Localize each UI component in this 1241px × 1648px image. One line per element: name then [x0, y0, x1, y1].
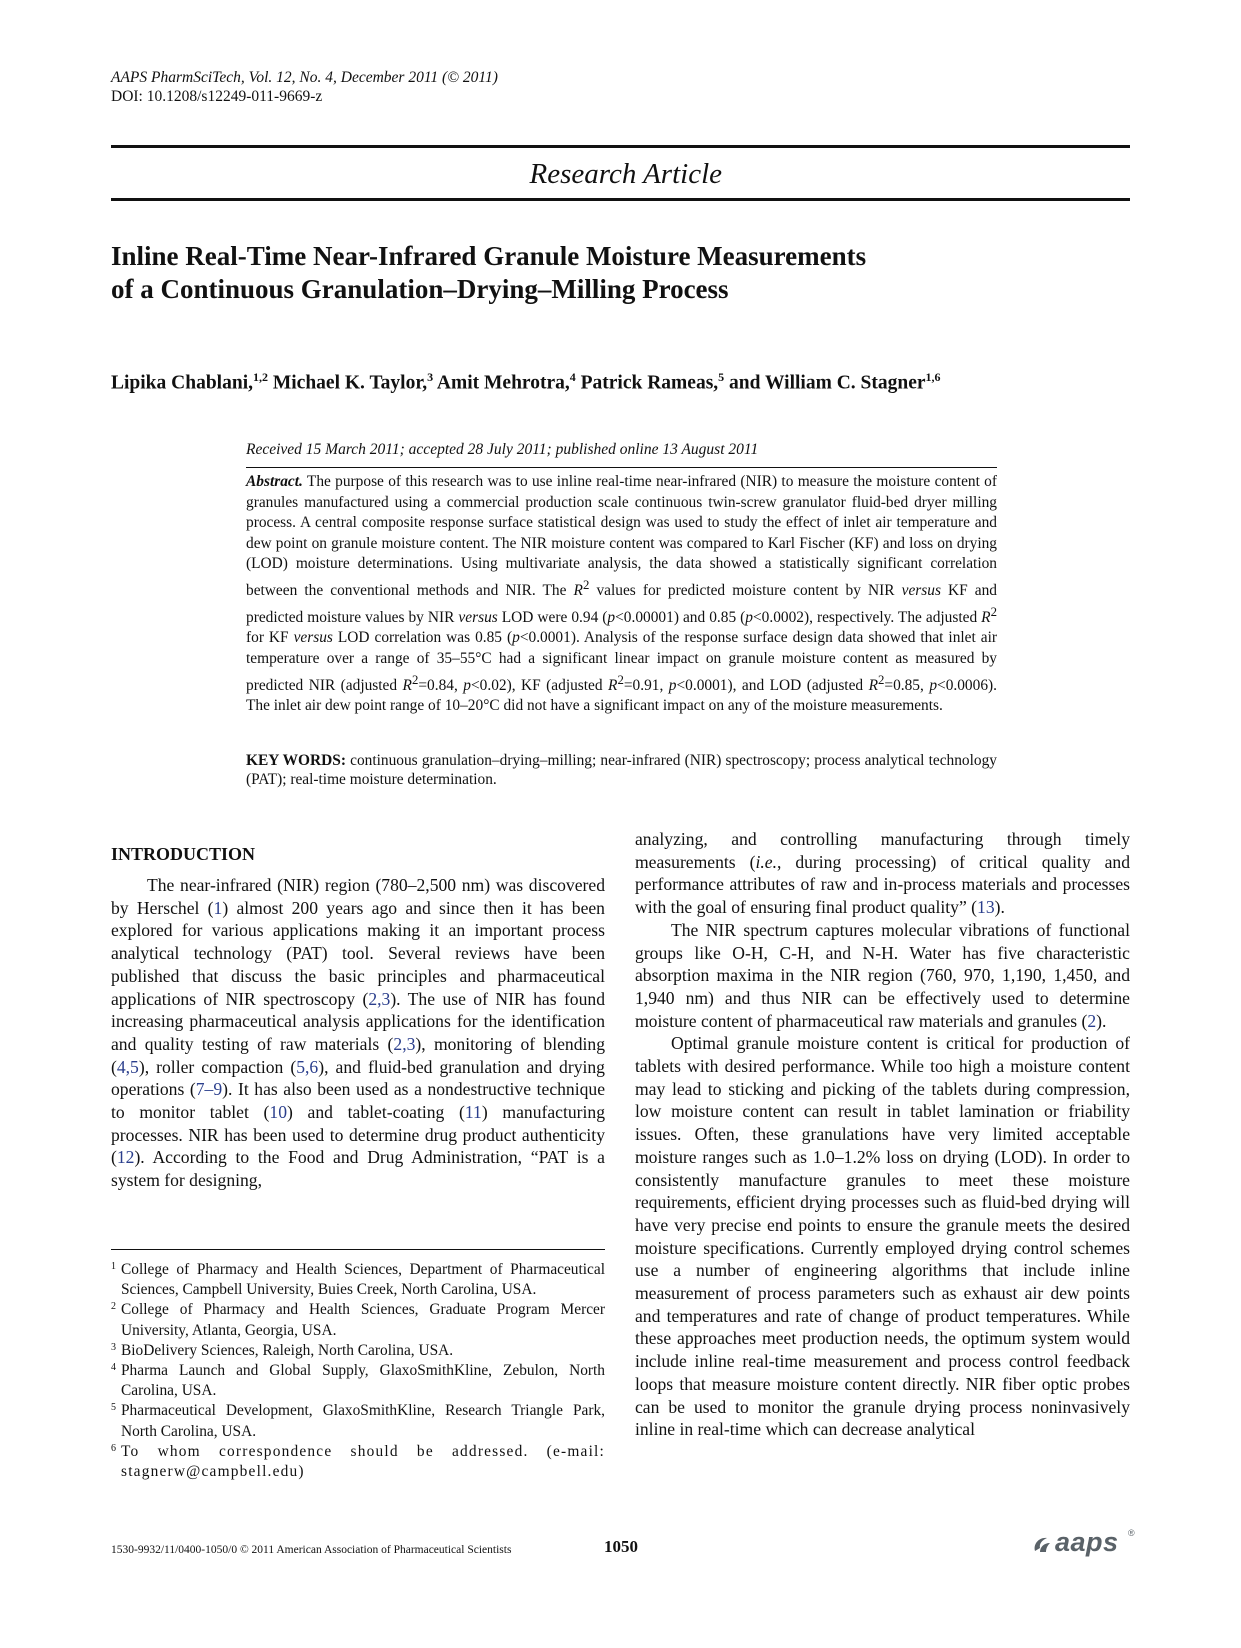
abstract-text: for KF [246, 629, 294, 647]
footnote: 2 College of Pharmacy and Health Sciences, Graduate Program Mercer University, Atlanta, Georgia, USA. [111, 1301, 605, 1339]
abstract [246, 472, 997, 717]
author-name: Lipika Chablani, [111, 372, 253, 394]
versus: versus [901, 582, 941, 600]
journal-citation: AAPS PharmSciTech, Vol. 12, No. 4, December 2011 (© 2011) [111, 69, 498, 86]
abstract-text: <0.0001). Analysis of the response surface design data showed that inlet air temperature over a range of 35–55°C had a significant linear impact on granule moisture content as measured by predicted NIR (adjusted [246, 629, 997, 694]
r-symbol: R [573, 582, 583, 600]
squared: 2 [990, 604, 997, 619]
author-name: Michael K. Taylor, [272, 372, 428, 394]
received-dates: Received 15 March 2011; accepted 28 July 2011; published online 13 August 2011 [246, 441, 759, 458]
footnote: 6 To whom correspondence should be addressed. (e-mail: stagnerw@campbell.edu) [111, 1442, 605, 1481]
footnotes [111, 1260, 605, 1482]
title-line-1: Inline Real-Time Near-Infrared Granule Moisture Measurements [111, 241, 867, 271]
intro-paragraph: The NIR spectrum captures molecular vibrations of functional groups like O-H, C-H, and N-H. Water has five characteristic absorption maxima in the NIR region (760, 970, 1,190, 1,450, and 1,940 nm) and thus NIR can be effectively used to determine moisture content of pharmaceutical raw materials and granules (2). [635, 919, 1130, 1031]
page-number: 1050 [604, 1537, 638, 1556]
versus: versus [293, 629, 333, 647]
squared: 2 [617, 672, 624, 687]
abstract-text: <0.0001), and LOD (adjusted [676, 676, 869, 694]
intro-paragraph: The near-infrared (NIR) region (780–2,500 nm) was discovered by Herschel (1) almost 200 years ago and since then it has been explored for various applications making it an important process analytical technology (PAT) tool. Several reviews have been published that discuss the basic principles and pharmaceutical applications of NIR spectroscopy (2,3). The use of NIR has found increasing pharmaceutical analysis applications for the identification and quality testing of raw materials (2,3), monitoring of blending (4,5), roller compaction (5,6), and fluid-bed granulation and drying operations (7–9). It has also been used as a nondestructive technique to monitor tablet (10) and tablet-coating (11) manufacturing processes. NIR has been used to determine drug product authenticity (12). According to the Food and Drug Administration, “PAT is a system for designing, [111, 875, 606, 1191]
intro-paragraph: analyzing, and controlling manufacturing through timely measurements (i.e., during processing) of critical quality and performance attributes of raw and in-process materials and processes with the goal of ensuring final product quality” (13). [635, 829, 1130, 918]
keywords [246, 751, 997, 789]
footnote: 5 Pharmaceutical Development, GlaxoSmithKline, Research Triangle Park, North Carolina, USA. [111, 1402, 605, 1440]
section-heading-introduction: INTRODUCTION [111, 844, 256, 864]
paper-title [111, 240, 1011, 306]
citation-link[interactable]: 10 [269, 1102, 287, 1123]
abstract-label: Abstract. [246, 473, 303, 490]
citation-link[interactable]: 5,6 [296, 1056, 319, 1077]
author-affiliation: 5 [718, 370, 725, 384]
citation-link[interactable]: 2,3 [368, 988, 391, 1009]
p-symbol: p [929, 676, 938, 694]
abstract-text: =0.84, [418, 676, 464, 694]
left-column [111, 874, 605, 1192]
author-affiliation: 1,6 [925, 370, 941, 384]
author-affiliation: 1,2 [252, 370, 268, 384]
p-symbol: p [668, 676, 677, 694]
abstract-text: <0.00001) and 0.85 ( [615, 608, 746, 626]
citation-link[interactable]: 12 [116, 1147, 135, 1168]
abstract-text: LOD correlation was 0.85 ( [332, 629, 513, 647]
header-rule-top [111, 145, 1130, 148]
p-symbol: p [512, 629, 520, 647]
aaps-swirl-icon [1031, 1534, 1053, 1556]
footnote-rule [111, 1249, 605, 1250]
abstract-text: =0.91, [623, 676, 669, 694]
p-symbol: p [607, 608, 616, 626]
author-name: Patrick Rameas, [580, 372, 719, 394]
squared: 2 [877, 672, 885, 687]
footnote: 3 BioDelivery Sciences, Raleigh, North Carolina, USA. [111, 1341, 454, 1359]
registered-mark: ® [1128, 1528, 1135, 1538]
abstract-rule [246, 467, 997, 468]
abstract-text: KF and predicted moisture values by NIR [246, 582, 997, 626]
abstract-text: =0.85, [884, 676, 930, 694]
citation-link[interactable]: 1 [213, 897, 223, 918]
citation-link[interactable]: 7–9 [195, 1079, 223, 1100]
doi: DOI: 10.1208/s12249-011-9669-z [111, 88, 323, 105]
copyright-footer: 1530-9932/11/0400-1050/0 © 2011 American Association of Pharmaceutical Scientists [111, 1544, 512, 1556]
title-line-2: of a Continuous Granulation–Drying–Milling Process [111, 274, 729, 304]
author-name: Amit Mehrotra, [436, 372, 570, 394]
squared: 2 [411, 672, 419, 687]
r-symbol: R [402, 676, 412, 694]
versus: versus [458, 608, 498, 626]
p-symbol: p [463, 676, 471, 694]
intro-paragraph: Optimal granule moisture content is critical for production of tablets with desired performance. While too high a moisture content may lead to sticking and picking of the tablets during compression, low moisture content can result in tablet lamination or friability issues. Often, these granulations have very limited acceptable moisture ranges such as 1.0–1.2% loss on drying (LOD). In order to consistently manufacture granules to meet these moisture requirements, efficient drying processes such as fluid-bed drying will have very precise end points to ensure the granule meets the desired moisture specifications. Currently employed drying control schemes use a number of engineering algorithms that include inline measurement of process parameters such as exhaust air dew points and temperatures and rate of change of product temperatures. While these approaches meet production needs, the optimum system would include inline real-time measurement and process control feedback loops that measure moisture content directly. NIR fiber optic probes can be used to monitor the granule drying process noninvasively inline in real-time which can decrease analytical [635, 1033, 1130, 1440]
r-symbol: R [868, 676, 878, 694]
abstract-text: values for predicted moisture content by NIR [589, 582, 902, 600]
abstract-text: LOD were 0.94 ( [497, 608, 608, 626]
right-column [635, 828, 1130, 1441]
abstract-text: The purpose of this research was to use inline real-time near-infrared (NIR) to measure the moisture content of granules manufactured using a commercial production scale continuous twin-screw granulator fluid-bed dryer milling process. A central composite response surface statistical design was used to study the effect of inlet air temperature and dew point on granule moisture content. The NIR moisture content was compared to Karl Fischer (KF) and loss on drying (LOD) moisture determinations. Using multivariate analysis, the data showed a statistically significant correlation between the conventional methods and NIR. The [246, 473, 998, 600]
citation-link[interactable]: 2,3 [393, 1033, 416, 1054]
abstract-text: <0.0006). The inlet air dew point range of 10–20°C did not have a significant impact on any of the moisture measurements. [246, 676, 997, 715]
citation-link[interactable]: 2 [1087, 1010, 1097, 1031]
article-type: Research Article [529, 158, 722, 190]
keywords-text: continuous granulation–drying–milling; near-infrared (NIR) spectroscopy; process analytical technology (PAT); real-time moisture determination. [246, 752, 997, 788]
abstract-text: <0.02), KF (adjusted [471, 676, 609, 694]
p-symbol: p [745, 608, 753, 626]
squared: 2 [582, 577, 590, 592]
author-list [111, 365, 941, 396]
footnote: 4 Pharma Launch and Global Supply, GlaxoSmithKline, Zebulon, North Carolina, USA. [111, 1362, 605, 1400]
aaps-logo [1031, 1527, 1135, 1560]
citation-link[interactable]: 13 [977, 897, 995, 918]
citation-link[interactable]: 4,5 [116, 1056, 139, 1077]
author-affiliation: 3 [427, 370, 434, 384]
abstract-text: <0.0002), respectively. The adjusted [752, 608, 982, 626]
author-affiliation: 4 [569, 370, 576, 384]
header-rule-bottom [111, 198, 1130, 201]
footnote: 1 College of Pharmacy and Health Sciences, Department of Pharmaceutical Sciences, Campbell University, Buies Creek, North Carolina, USA. [111, 1261, 605, 1299]
citation-link[interactable]: 11 [464, 1102, 482, 1123]
logo-wordmark: aaps [1055, 1527, 1119, 1557]
r-symbol: R [981, 608, 991, 626]
keywords-label: KEY WORDS: [246, 752, 346, 769]
r-symbol: R [608, 676, 618, 694]
author-name: and William C. Stagner [729, 372, 926, 394]
